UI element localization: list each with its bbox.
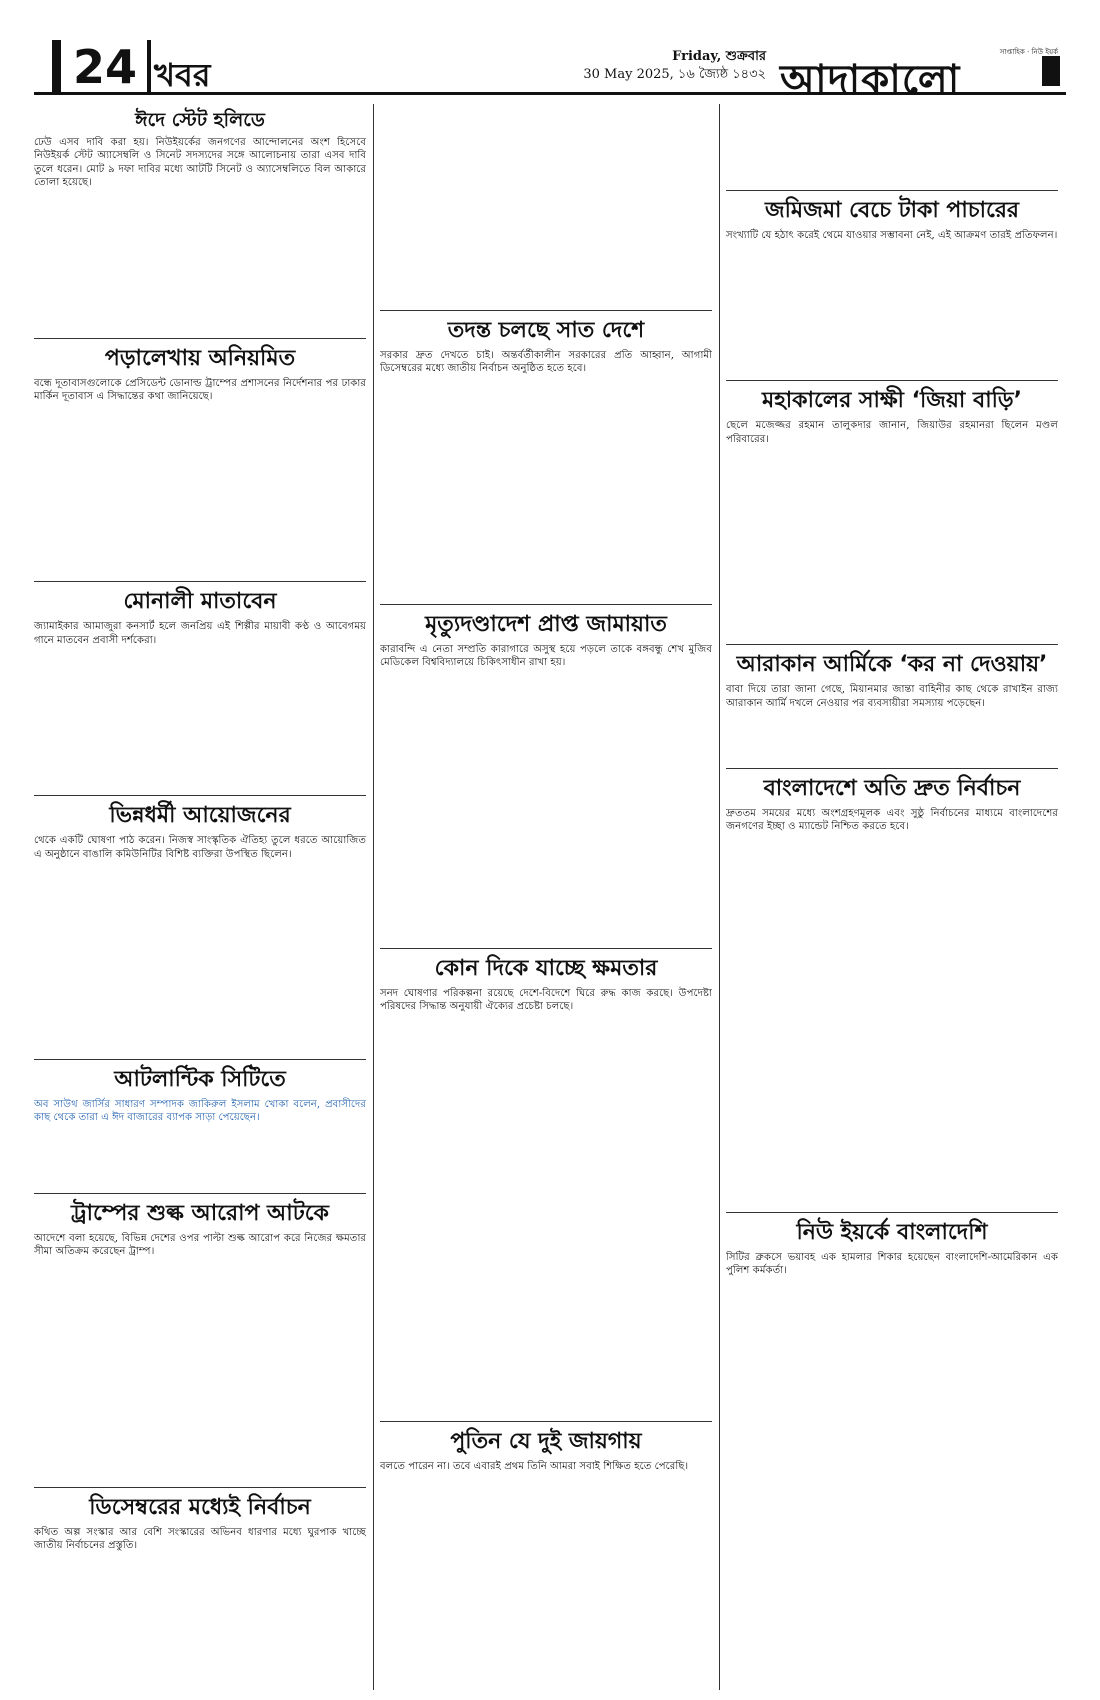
article xyxy=(726,1212,1058,1278)
article-body xyxy=(726,712,1058,762)
logo-tagline: সাপ্তাহিক · নিউ ইয়র্ক xyxy=(999,48,1058,56)
article-lead: দ্রুততম সময়ের মধ্যে অংশগ্রহণমূলক এবং সুষ্ঠু নির্বাচনের মাধ্যমে বাংলাদেশের জনগণের ইচ্ছা ও ম্যান্ডেট নিশ্চিত করতে হবে। xyxy=(726,808,1058,833)
article-lead: বলতে পারেন না। তবে এবারই প্রথম তিনি আমরা সবাই শিক্ষিত হতে পেরেছি। xyxy=(380,1461,689,1473)
article xyxy=(726,644,1058,762)
headline: আরাকান আর্মিকে ‘কর না দেওয়ায়’ xyxy=(726,644,1058,679)
headline: কোন দিকে যাচ্ছে ক্ষমতার xyxy=(380,948,712,983)
article-lead: বন্ধে দূতাবাসগুলোকে প্রেসিডেন্ট ডোনাল্ড ট্রাম্পের প্রশাসনের নির্দেশনার পর ঢাকার মার্কিন দূতাবাস এ সিদ্ধান্তের কথা জানিয়েছে। xyxy=(34,377,366,403)
column-divider xyxy=(719,104,720,1690)
page-number: 24 xyxy=(52,40,151,92)
article-lead: জ্যামাইকার আমাজুরা কনসার্ট হলে জনপ্রিয় এই শিল্পীর মায়াবী কণ্ঠ ও আবেগময় গানে মাতবেন প্রবাসী দর্শকেরা। xyxy=(34,621,366,646)
article xyxy=(34,795,366,1053)
headline: জমিজমা বেচে টাকা পাচারের xyxy=(726,190,1058,225)
article-body xyxy=(34,1127,366,1187)
headline: ভিন্নধর্মী আয়োজনের xyxy=(34,795,366,830)
article-body xyxy=(380,672,712,942)
article-body xyxy=(34,649,366,789)
column-1 xyxy=(34,104,366,1690)
headline: মহাকালের সাক্ষী ‘জিয়া বাড়ি’ xyxy=(726,380,1058,415)
article-lead: সংখ্যাটি যে হঠাৎ করেই থেমে যাওয়ার সম্ভাবনা নেই, এই আক্রমণ তারই প্রতিফলন। xyxy=(726,230,1058,241)
article-body xyxy=(726,836,1058,1206)
article-body xyxy=(34,405,366,575)
article xyxy=(380,1421,712,1473)
article xyxy=(34,581,366,789)
headline: ঈদে স্টেট হলিডে xyxy=(135,109,265,131)
article-body xyxy=(34,863,366,1053)
article-lead: থেকে একটি ঘোষণা পাঠ করেন। নিজস্ব সাংস্কৃতিক ঐতিহ্য তুলে ধরতে আয়োজিত এ অনুষ্ঠানে বাঙালি কমিউনিটির বিশিষ্ট ব্যক্তিরা উপস্থিত ছিলেন। xyxy=(34,835,366,860)
article-body xyxy=(380,104,712,304)
article-body xyxy=(34,192,366,332)
article-lead: আদেশে বলা হয়েছে, বিভিন্ন দেশের ওপর পাল্টা শুল্ক আরোপ করে নিজের ক্ষমতার সীমা অতিক্রম করেছেন ট্রাম্প। xyxy=(34,1232,366,1258)
article xyxy=(34,1059,366,1187)
article-lead: সনদ ঘোষণার পরিকল্পনা রয়েছে দেশে-বিদেশে ঘিরে রুদ্ধ কাজ করছে। উপদেষ্টা পরিষদের সিদ্ধান্ত অনুযায়ী ঐক্যের প্রচেষ্টা চলছে। xyxy=(380,987,712,1013)
headline: মৃত্যুদণ্ডাদেশ প্রাপ্ত জামায়াত xyxy=(380,604,712,639)
headline: পুতিন যে দুই জায়গায় xyxy=(380,1421,712,1456)
article-lead: অব সাউথ জার্সির সাধারণ সম্পাদক জাকিরুল ইসলাম খোকা বলেন, প্রবাসীদের কাছ থেকে তারা এ ঈদ বাজারের ব্যাপক সাড়া পেয়েছেন। xyxy=(34,1099,366,1124)
date-block xyxy=(583,48,766,84)
article xyxy=(380,104,712,598)
article xyxy=(380,604,712,942)
article xyxy=(726,380,1058,638)
article-lead: সরকার দ্রুত দেখতে চাই। অন্তর্বর্তীকালীন সরকারের প্রতি আহ্বান, আগামী ডিসেম্বরের মধ্যে জাতীয় নির্বাচন অনুষ্ঠিত হতে হবে। xyxy=(380,350,712,375)
column-3 xyxy=(726,104,1058,1690)
headline: তদন্ত চলছে সাত দেশে xyxy=(380,310,712,345)
masthead xyxy=(34,0,1066,103)
column-2 xyxy=(380,104,712,1690)
newspaper-logo xyxy=(780,46,1060,103)
section-name: খবর xyxy=(154,56,211,94)
headline: পড়ালেখায় অনিয়মিত xyxy=(34,338,366,373)
article-body xyxy=(380,378,712,598)
headline: ডিসেম্বরের মধ্যেই নির্বাচন xyxy=(34,1487,366,1522)
issue-date: 30 May 2025, ১৬ জ্যৈষ্ঠ ১৪৩২ xyxy=(583,67,766,82)
headline: বাংলাদেশে অতি দ্রুত নির্বাচন xyxy=(726,768,1058,803)
article-lead: বাবা দিয়ে তারা জানা গেছে, মিয়ানমার জান্তা বাহিনীর কাছ থেকে রাখাইন রাজ্য আরাকান আর্মি দখলে নেওয়ার পর ব্যবসায়ীরা সমস্যায় পড়েছেন। xyxy=(726,684,1058,709)
article xyxy=(34,338,366,576)
issue-day: Friday, শুক্রবার xyxy=(672,49,766,64)
article-body xyxy=(34,1261,366,1481)
logo-mark xyxy=(1042,56,1060,86)
article-body xyxy=(726,244,1058,374)
article-columns xyxy=(34,104,1066,1690)
article-lead: কারাবন্দি এ নেতা সম্প্রতি কারাগারে অসুস্থ হয়ে পড়লে তাকে বঙ্গবন্ধু শেখ মুজিব মেডিকেল বিশ্ববিদ্যালয়ে চিকিৎসাধীন রাখা হয়। xyxy=(380,643,712,669)
headline: নিউ ইয়র্কে বাংলাদেশি xyxy=(726,1212,1058,1247)
article-body xyxy=(380,1015,712,1415)
headline: মোনালী মাতাবেন xyxy=(34,581,366,616)
article-lead: ছেলে মজেজ্জর রহমান তালুকদার জানান, জিয়াউর রহমানরা ছিলেন মণ্ডল পরিবারের। xyxy=(726,420,1058,445)
article xyxy=(726,104,1058,374)
logo-text: আদাকালো xyxy=(780,57,961,103)
headline: আটলান্টিক সিটিতে xyxy=(34,1059,366,1094)
article-body xyxy=(726,104,1058,184)
article xyxy=(34,108,366,332)
article xyxy=(380,948,712,1416)
article xyxy=(726,768,1058,1206)
article-lead: ঢেউ এসব দাবি করা হয়। নিউইয়র্কের জনগণের আন্দোলনের অংশ হিসেবে নিউইয়র্ক স্টেট অ্যাসেম্বলি ও সিনেট সদস্যদের সঙ্গে আলোচনায় তারা এসব দাবি তুলে ধরেন। মোট ৯ দফা দাবির মধ্যে আটটি সিনেট ও অ্যাসেম্বলিতে বিল আকারে তোলা হয়েছে। xyxy=(34,137,366,189)
article-lead: সিটির ব্রুকসে ভয়াবহ এক হামলার শিকার হয়েছেন বাংলাদেশি-আমেরিকান এক পুলিশ কর্মকর্তা। xyxy=(726,1251,1058,1277)
article xyxy=(34,1193,366,1481)
column-divider xyxy=(373,104,374,1690)
article-body xyxy=(726,448,1058,638)
article-lead: কথিত অল্প সংস্কার আর বেশি সংস্কারের অভিনব ধারণার মধ্যে ঘুরপাক খাচ্ছে জাতীয় নির্বাচনের প্রস্তুতি। xyxy=(34,1526,366,1552)
article xyxy=(34,1487,366,1553)
headline: ট্রাম্পের শুল্ক আরোপ আটকে xyxy=(34,1193,366,1228)
